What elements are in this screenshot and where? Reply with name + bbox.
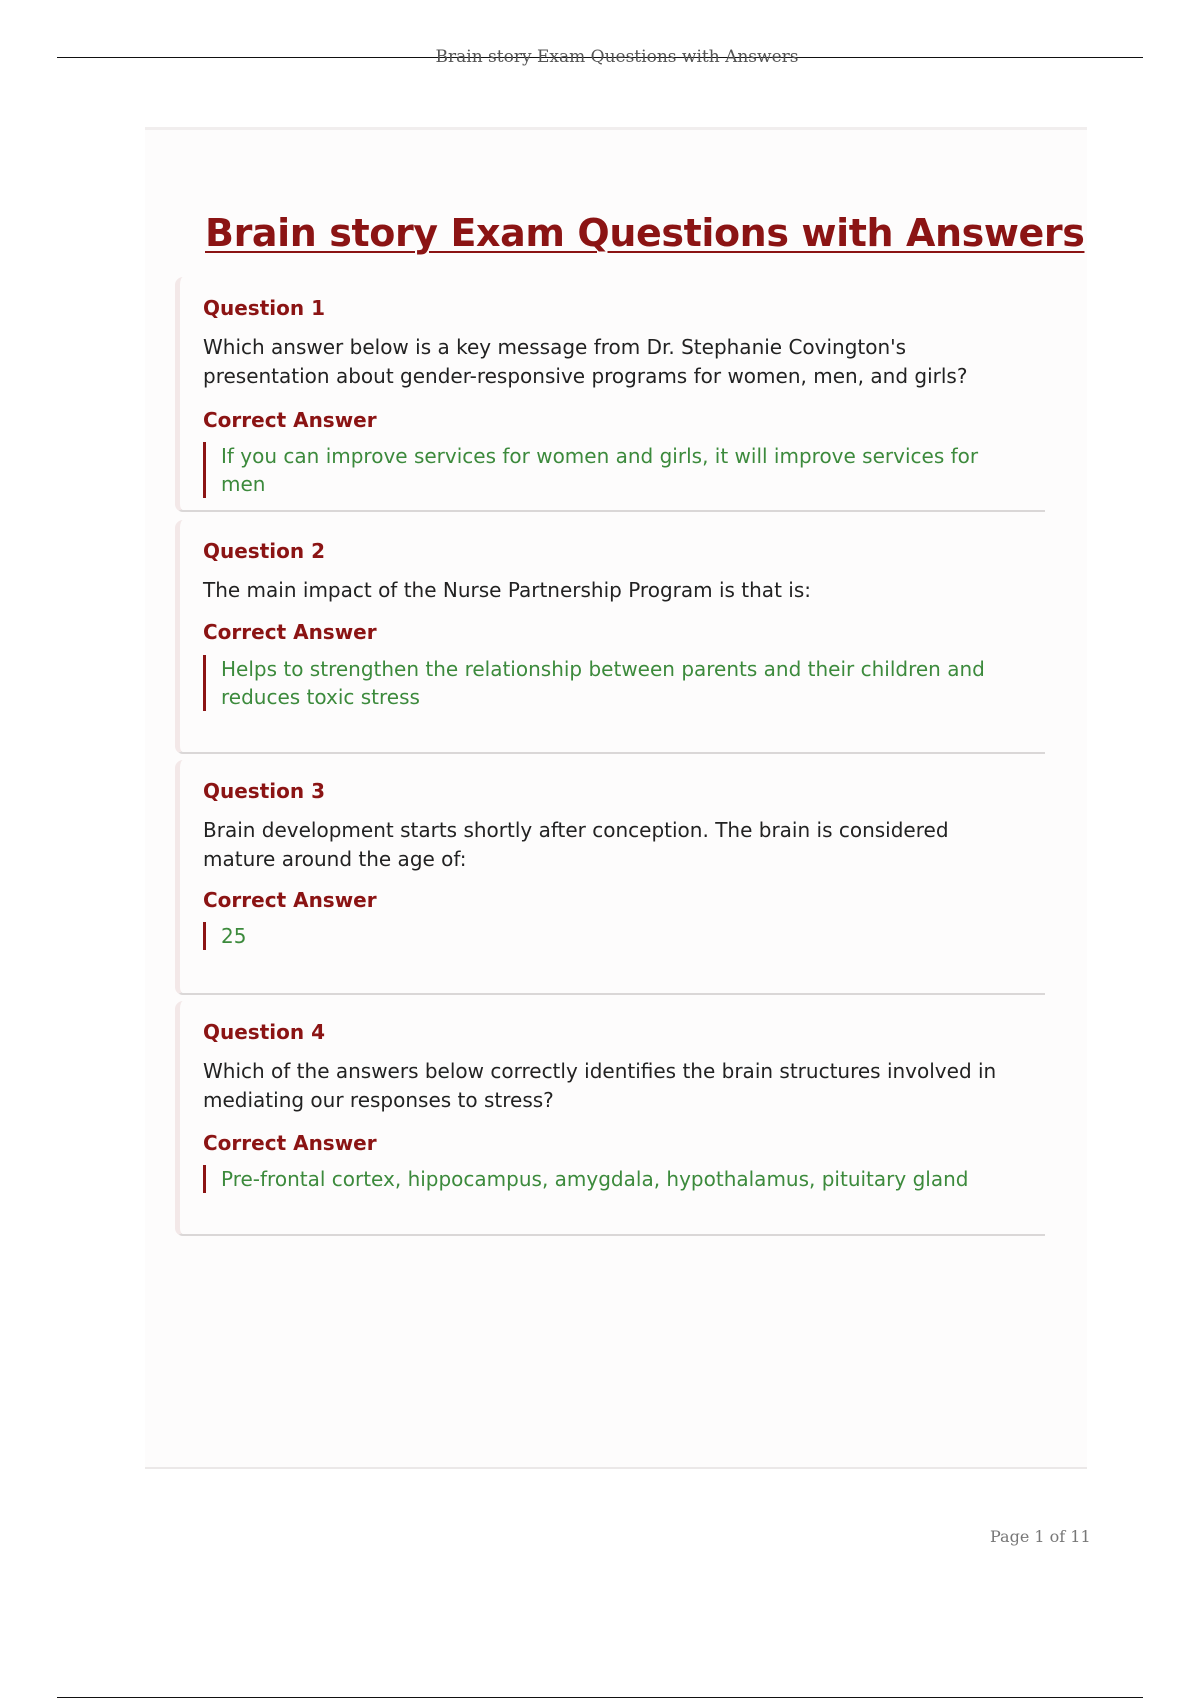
question-label: Question 1: [203, 296, 325, 320]
question-block: [175, 1001, 1045, 1236]
question-text: Which answer below is a key message from Dr. Stephanie Covington's presentation about gender-responsive programs for women, men, and girls?: [203, 335, 968, 388]
correct-answer: If you can improve services for women and girls, it will improve services for men: [203, 442, 1021, 498]
question-label: Question 3: [203, 779, 325, 803]
answer-label: Correct Answer: [203, 1131, 377, 1155]
question-text: Brain development starts shortly after conception. The brain is considered mature around the age of:: [203, 818, 949, 871]
question-block: [175, 760, 1045, 995]
question-label: Question 2: [203, 539, 325, 563]
footer-rule: [57, 1697, 1143, 1698]
question-text: Which of the answers below correctly identifies the brain structures involved in mediating our responses to stress?: [203, 1059, 997, 1112]
correct-answer: 25: [203, 922, 1021, 950]
running-header: Brain story Exam Questions with Answers: [435, 47, 799, 67]
document-title: Brain story Exam Questions with Answers: [205, 211, 1085, 255]
answer-label: Correct Answer: [203, 620, 377, 644]
page-number: Page 1 of 11: [990, 1527, 1091, 1546]
question-block: [175, 277, 1045, 512]
question-text: The main impact of the Nurse Partnership Program is that is:: [203, 578, 811, 602]
question-block: [175, 520, 1045, 754]
correct-answer: Pre-frontal cortex, hippocampus, amygdala, hypothalamus, pituitary gland: [203, 1165, 1021, 1193]
answer-label: Correct Answer: [203, 408, 377, 432]
answer-label: Correct Answer: [203, 888, 377, 912]
question-label: Question 4: [203, 1020, 325, 1044]
correct-answer: Helps to strengthen the relationship between parents and their children and reduces toxic stress: [203, 655, 1021, 711]
